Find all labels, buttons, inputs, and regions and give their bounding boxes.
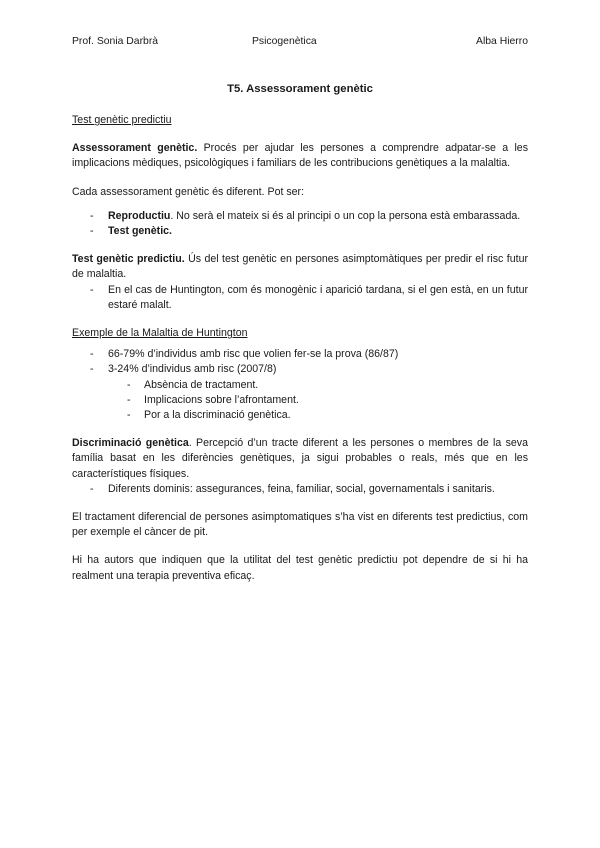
- types-list: [72, 209, 528, 239]
- header-author: Prof. Sonia Darbrà: [72, 36, 159, 47]
- definition-assessorament: [72, 141, 528, 171]
- document-title: T5. Assessorament genètic: [227, 83, 373, 95]
- definition-term: Assessorament genètic.: [72, 142, 198, 155]
- definition-text: Procés per ajudar les persones a comprendre adpatar-se a les implicacions mèdiques, psicològiques i familiars de les contribucions genètiques a la malaltia.: [72, 142, 528, 170]
- reasons-list: [72, 378, 528, 424]
- list-item: - Por a la discriminació genètica.: [72, 408, 528, 423]
- section-heading-test: Test genètic predictiu: [72, 114, 172, 126]
- list-item: - Absència de tractament.: [72, 378, 528, 393]
- list-item: [72, 209, 528, 224]
- list-item: [72, 224, 528, 239]
- type-text: . No serà el mateix si és al principi o un cop la persona està embarassada.: [170, 209, 521, 222]
- statistics-list: [72, 347, 528, 377]
- domains-list: [72, 482, 528, 497]
- discrimination-text: . Percepció d’un tracte diferent a les persones o membres de la seva família basat en les diferències genètiques, ja sigui probables o reals, més que en les característiques físiques.: [72, 437, 528, 480]
- list-item: - En el cas de Huntington, com és monogènic i aparició tardana, si el gen està, en un futur estaré malalt.: [72, 283, 528, 313]
- test-term: Test genètic predictiu.: [72, 253, 185, 266]
- list-item: - Implicacions sobre l’afrontament.: [72, 393, 528, 408]
- type-term: Test genètic.: [108, 225, 172, 238]
- list-item: - 3-24% d’individus amb risc (2007/8): [72, 362, 528, 377]
- section-heading-huntington: Exemple de la Malaltia de Huntington: [72, 327, 248, 340]
- paragraph-utilitat: Hi ha autors que indiquen que la utilitat del test genètic predictiu pot dependre de si hi ha realment una terapia preventiva eficaç.: [72, 554, 528, 582]
- discrimination-term: Discriminació genètica: [72, 437, 189, 450]
- paragraph-tractament: El tractament diferencial de persones asimptomatiques s’ha vist en diferents test predictius, com per exemple el càncer de pit.: [72, 511, 528, 539]
- header-subject: Psicogenètica: [252, 36, 317, 47]
- header-student: Alba Hierro: [476, 36, 528, 47]
- list-item: - Diferents dominis: assegurances, feina, familiar, social, governamentals i sanitaris.: [72, 482, 528, 497]
- definition-discriminacio: [72, 436, 528, 482]
- types-intro: Cada assessorament genètic és diferent. Pot ser:: [72, 185, 305, 198]
- page-header: [72, 36, 528, 50]
- list-item: - 66-79% d’individus amb risc que volien fer-se la prova (86/87): [72, 347, 528, 362]
- test-text: Ús del test genètic en persones asimptomàtiques per predir el risc futur de malaltia.: [72, 253, 528, 281]
- definition-test-predictiu: [72, 252, 528, 282]
- type-term: Reproductiu: [108, 209, 171, 222]
- document-page: [72, 36, 528, 584]
- huntington-list: [72, 283, 528, 313]
